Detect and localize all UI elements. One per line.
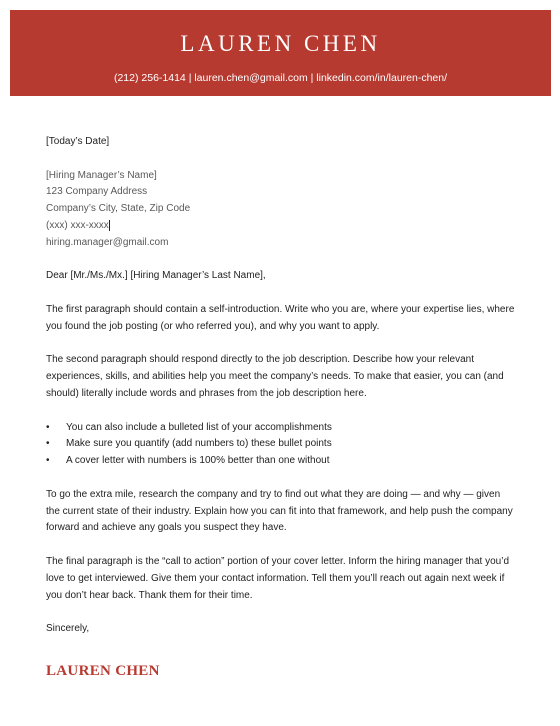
recipient-city: Company’s City, State, Zip Code <box>46 203 191 215</box>
list-item-text: You can also include a bulleted list of your accomplishments <box>66 421 332 433</box>
recipient-email: hiring.manager@gmail.com <box>46 236 169 248</box>
list-item <box>46 420 516 437</box>
paragraph-experience: The second paragraph should respond directly to the job description. Describe how your relevant experiences, skills, and abilities help you meet the company’s needs. To make that easier, you can (and should) literally include words and phrases from the job description here. <box>46 354 504 399</box>
bullet-icon: • <box>46 455 50 467</box>
applicant-name: LAUREN CHEN <box>180 31 381 56</box>
list-item-text: Make sure you quantify (add numbers to) these bullet points <box>66 438 332 450</box>
header-banner <box>10 10 551 96</box>
accomplishment-list <box>46 420 516 470</box>
text-cursor[interactable]: (xxx) xxx-xxxx <box>46 219 109 231</box>
letter-date: [Today’s Date] <box>46 136 110 147</box>
recipient-address: 123 Company Address <box>46 186 148 198</box>
paragraph-intro: The first paragraph should contain a self-introduction. Write who you are, where your expertise lies, where you found the job posting (or who referred you), and why you want to apply. <box>46 303 515 332</box>
bullet-icon: • <box>46 438 50 450</box>
paragraph-research: To go the extra mile, research the company and try to find out what they are doing — and why — given the current state of their industry. Explain how you can fit into that framework, and help push the company forward and achieve any goals you suspect they have. <box>46 488 513 534</box>
contact-line: (212) 256-1414 | lauren.chen@gmail.com | linkedin.com/in/lauren-chen/ <box>113 72 448 84</box>
closing: Sincerely, <box>46 623 90 635</box>
list-item <box>46 453 516 470</box>
salutation: Dear [Mr./Ms./Mx.] [Hiring Manager’s Last Name], <box>46 270 266 282</box>
signature-name: LAUREN CHEN <box>46 663 160 679</box>
paragraph-call-to-action: The final paragraph is the “call to action” portion of your cover letter. Inform the hiring manager that you’d love to get interviewed. Give them your contact information. Tell them you’ll reach out again next week if you don’t hear back. Thank them for their time. <box>46 555 510 601</box>
recipient-block <box>46 168 516 252</box>
letter-body[interactable] <box>46 134 516 638</box>
recipient-name: [Hiring Manager’s Name] <box>46 169 157 181</box>
bullet-icon: • <box>46 421 50 433</box>
list-item-text: A cover letter with numbers is 100% better than one without <box>66 455 330 467</box>
list-item <box>46 436 516 453</box>
recipient-phone <box>46 218 516 235</box>
